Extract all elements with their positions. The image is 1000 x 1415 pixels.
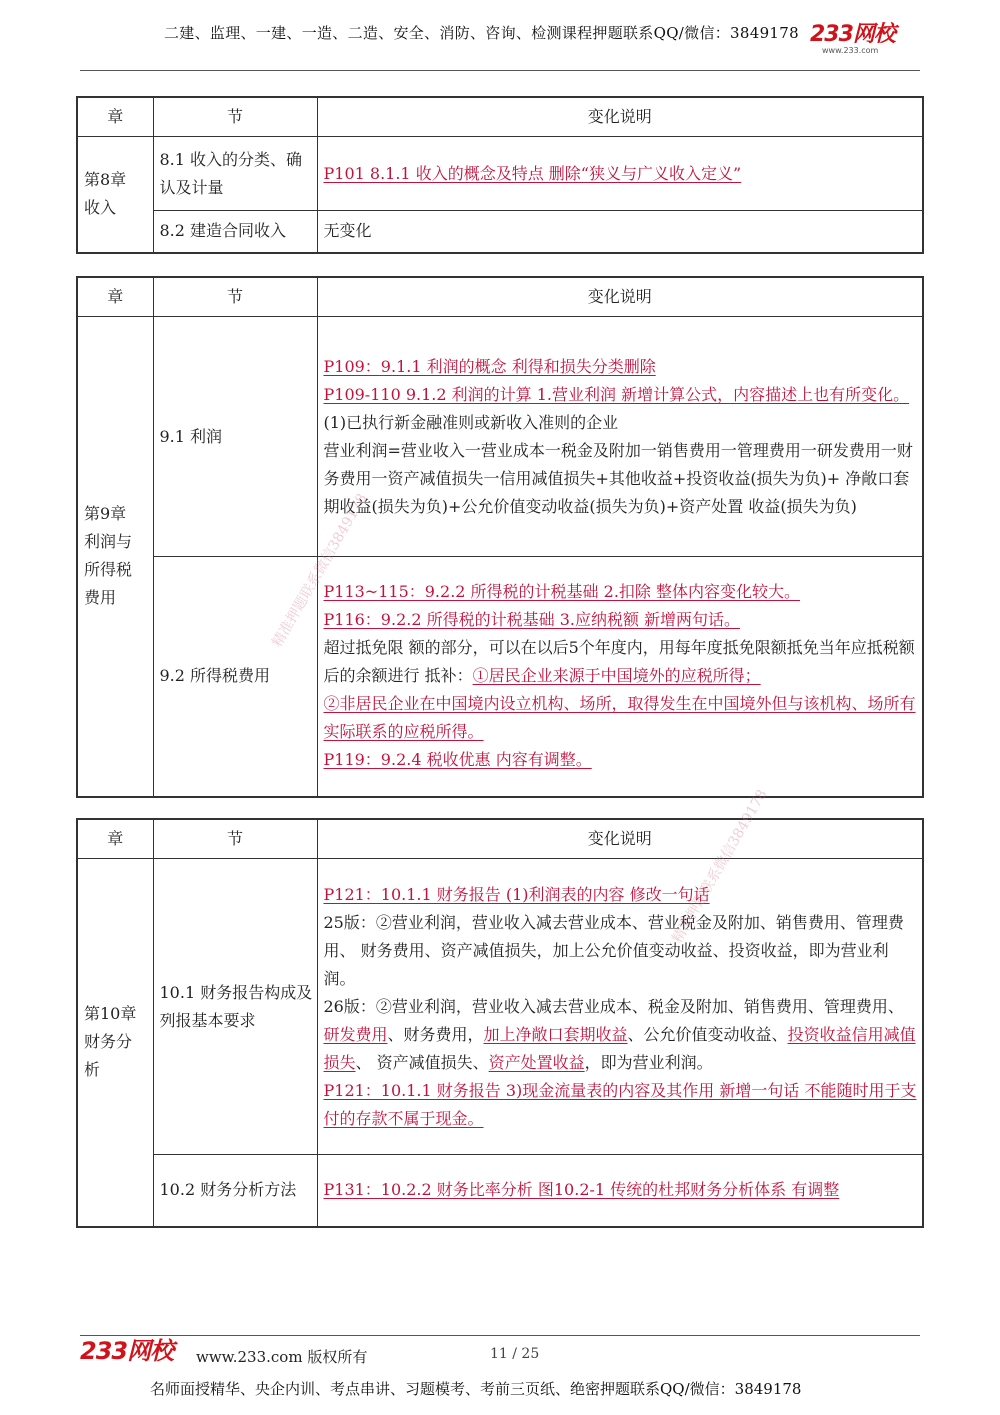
footer-logo [80,1337,174,1365]
col-header-section: 节 [153,277,317,317]
col-header-change: 变化说明 [317,97,923,137]
footer-text: 名师面授精华、央企内训、考点串讲、习题模考、考前三页纸、绝密押题联系QQ/微信：3849178 [150,1380,802,1398]
change-line: 营业利润=营业收入一营业成本一税金及附加一销售费用一管理费用一研发费用一财务费用一资产减值损失一信用减值损失+其他收益+投资收益(损失为负)+ 净敞口套期收益(损失为负)+公允价值变动收益(损失为负)+资产处置 收益(损失为负) [323,440,913,516]
header-logo-mark: 233网校 [810,22,895,47]
change-text-highlight: 加上净敞口套期收益 [483,1024,628,1044]
change-line: 无变化 [323,221,372,241]
footer-logo-mark: 233网校 [80,1337,174,1365]
change-text: ，即为营业利润。 [584,1052,713,1072]
section-cell: 8.1 收入的分类、确认及计量 [153,137,317,211]
col-header-section: 节 [153,97,317,137]
section-cell: 10.1 财务报告构成及列报基本要求 [153,859,317,1155]
header-divider [80,70,920,71]
section-cell: 10.2 财务分析方法 [153,1155,317,1227]
table-chapter-8 [76,96,924,254]
change-line: P119：9.2.4 税收优惠 内容有调整。 [323,750,592,770]
change-cell [317,557,923,797]
change-line: (1)已执行新金融准则或新收入准则的企业 [323,412,619,432]
col-header-change: 变化说明 [317,277,923,317]
change-line: ②非居民企业在中国境内设立机构、场所，取得发生在中国境外但与该机构、场所有实际联系的应税所得。 [323,694,916,742]
chapter-label: 第9章 利润与 所得税 费用 [84,504,133,608]
change-line: P121：10.1.1 财务报告 (1)利润表的内容 修改一句话 [323,884,710,904]
change-text: 、财务费用， [387,1024,484,1044]
page-header [0,18,1000,58]
table-chapter-9 [76,276,924,798]
change-line: P116：9.2.2 所得税的计税基础 3.应纳税额 新增两句话。 [323,610,741,630]
chapter-label: 第10章 财务分 析 [84,1004,137,1080]
change-line: P101 8.1.1 收入的概念及特点 删除“狭义与广义收入定义” [323,163,742,183]
change-cell [317,1155,923,1227]
change-text-highlight: 投资收益信用减值损失 [323,1024,916,1072]
change-text: 、 资产减值损失、 [355,1052,489,1072]
change-line: P113~115：9.2.2 所得税的计税基础 2.扣除 整体内容变化较大。 [323,582,800,602]
col-header-chapter: 章 [77,819,153,859]
col-header-chapter: 章 [77,97,153,137]
change-line [324,634,919,690]
change-text-highlight: ①居民企业来源于中国境外的应税所得； [472,666,761,686]
change-cell [317,859,923,1155]
section-cell: 9.1 利润 [153,317,317,557]
col-header-section: 节 [153,819,317,859]
change-line: P121：10.1.1 财务报告 3)现金流量表的内容及其作用 新增一句话 不能随时用于支付的存款不属于现金。 [323,1080,917,1128]
section-cell: 8.2 建造合同收入 [153,211,317,253]
chapter-label: 第8章 收入 [84,170,127,218]
footer-copyright: www.233.com 版权所有 [196,1348,368,1366]
col-header-chapter: 章 [77,277,153,317]
change-text: 、公允价值变动收益、 [627,1024,788,1044]
header-logo-url: www.233.com [822,46,879,55]
section-cell: 9.2 所得税费用 [153,557,317,797]
page-number: 11 / 25 [490,1346,540,1362]
header-text: 二建、监理、一建、一造、二造、安全、消防、咨询、检测课程押题联系QQ/微信：3849178 [164,24,799,42]
footer-divider [80,1335,920,1336]
change-text: 26版：②营业利润，营业收入减去营业成本、税金及附加、销售费用、管理费用、 [323,996,904,1016]
change-line: P109：9.1.1 利润的概念 利得和损失分类删除 [323,356,656,376]
change-text-highlight: 资产处置收益 [488,1052,585,1072]
change-cell [317,317,923,557]
watermark: 精准押题联系微信3849178 [269,491,371,650]
change-text: 超过抵免限 额的部分，可以在以后5个年度内，用每年度抵免限额抵免当年应抵税额后的余额进行 抵补： [323,638,915,686]
header-logo [810,24,895,55]
change-line: 25版：②营业利润，营业收入减去营业成本、营业税金及附加、销售费用、管理费用、 财务费用、资产减值损失，加上公允价值变动收益、投资收益，即为营业利润。 [323,912,904,988]
table-chapter-10 [76,818,924,1228]
change-cell [317,137,923,211]
chapter-cell [77,317,153,797]
watermark: 精准押题联系微信3849178 [669,787,771,946]
change-line: P109-110 9.1.2 利润的计算 1.营业利润 新增计算公式，内容描述上也有所变化。 [323,384,910,404]
chapter-cell [77,137,153,253]
chapter-cell [77,859,153,1227]
change-line [324,993,919,1077]
change-cell [317,211,923,253]
change-line: P131：10.2.2 财务比率分析 图10.2-1 传统的杜邦财务分析体系 有调整 [323,1180,840,1200]
change-text-highlight: 研发费用 [323,1024,388,1044]
col-header-change: 变化说明 [317,819,923,859]
